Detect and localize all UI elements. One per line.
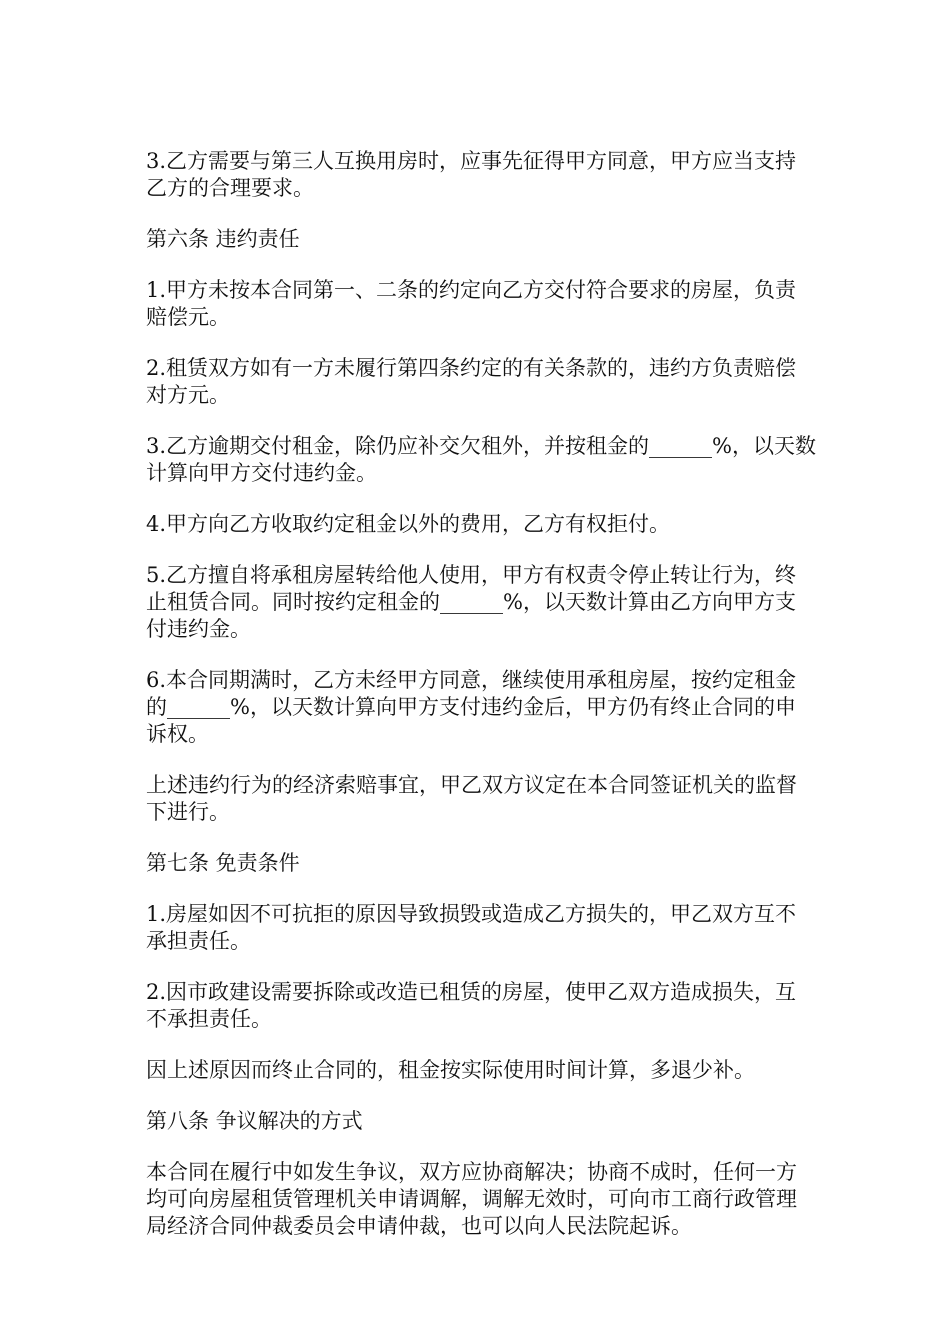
clause-6-item-1: 1.甲方未按本合同第一、二条的约定向乙方交付符合要求的房屋，负责赔偿元。 — [146, 278, 797, 329]
clause-7-item-1: 1.房屋如因不可抗拒的原因导致损毁或造成乙方损失的，甲乙双方互不承担责任。 — [146, 902, 797, 953]
article-7-heading: 第七条 免责条件 — [146, 851, 300, 875]
clause-7-item-2: 2.因市政建设需要拆除或改造已租赁的房屋，使甲乙双方造成损失，互不承担责任。 — [146, 980, 797, 1031]
clause-6-item-3: 3.乙方逾期交付租金，除仍应补交欠租外，并按租金的______%，以天数计算向甲方交付违约金。 — [146, 434, 816, 485]
document-body — [146, 148, 816, 1264]
clause-6-item-4: 4.甲方向乙方收取约定租金以外的费用，乙方有权拒付。 — [146, 512, 671, 536]
article-6-heading: 第六条 违约责任 — [146, 227, 300, 251]
clause-6-item-6: 6.本合同期满时，乙方未经甲方同意，继续使用承租房屋，按约定租金的______%，以天数计算向甲方支付违约金后，甲方仍有终止合同的申诉权。 — [146, 668, 797, 746]
clause-6-item-5: 5.乙方擅自将承租房屋转给他人使用，甲方有权责令停止转让行为，终止租赁合同。同时按约定租金的______%，以天数计算由乙方向甲方支付违约金。 — [146, 563, 797, 641]
clause-7-summary: 因上述原因而终止合同的，租金按实际使用时间计算，多退少补。 — [146, 1058, 755, 1082]
clause-5-item-3: 3.乙方需要与第三人互换用房时，应事先征得甲方同意，甲方应当支持乙方的合理要求。 — [146, 149, 797, 200]
clause-8-text: 本合同在履行中如发生争议，双方应协商解决；协商不成时，任何一方均可向房屋租赁管理机关申请调解，调解无效时，可向市工商行政管理局经济合同仲裁委员会申请仲裁，也可以向人民法院起诉。 — [146, 1160, 797, 1238]
article-8-heading: 第八条 争议解决的方式 — [146, 1109, 363, 1133]
clause-6-summary: 上述违约行为的经济索赔事宜，甲乙双方议定在本合同签证机关的监督下进行。 — [146, 773, 797, 824]
clause-6-item-2: 2.租赁双方如有一方未履行第四条约定的有关条款的，违约方负责赔偿对方元。 — [146, 356, 797, 407]
